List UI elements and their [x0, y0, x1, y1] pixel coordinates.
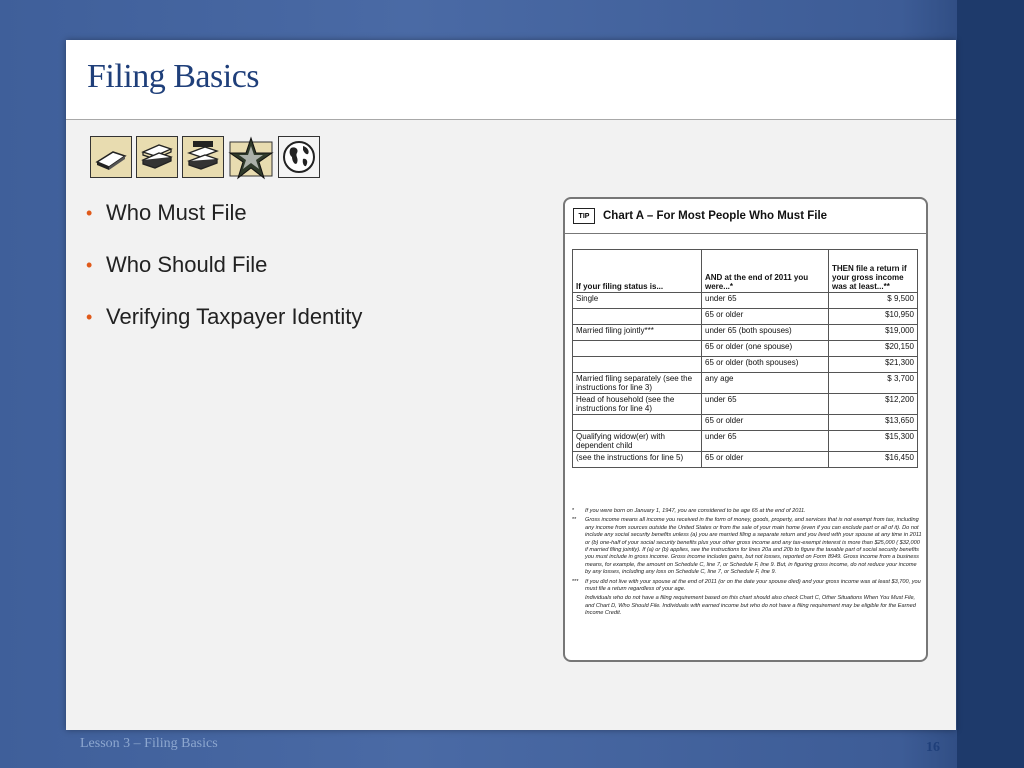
filing-requirements-table	[572, 249, 918, 468]
bullet-marker: •	[86, 307, 93, 327]
table-row	[573, 373, 918, 394]
graduate-books-icon	[182, 136, 224, 178]
bullet-item	[86, 252, 362, 304]
table-cell-age: under 65	[702, 394, 829, 415]
bullet-item	[86, 200, 362, 252]
table-cell-status: (see the instructions for line 5)	[573, 452, 702, 468]
table-cell-age: under 65	[702, 431, 829, 452]
table-cell-amount: $16,450	[829, 452, 918, 468]
table-cell-age: 65 or older	[702, 415, 829, 431]
globe-icon	[278, 136, 320, 178]
table-row	[573, 325, 918, 341]
chart-footnotes	[572, 508, 922, 620]
table-cell-age: 65 or older	[702, 309, 829, 325]
footnote-text: If you did not live with your spouse at the end of 2011 (or on the date your spouse died) and your gross income was at least $3,700, you must file a return regardless of your age.	[585, 578, 921, 593]
table-row	[573, 309, 918, 325]
footnote-text: Gross income means all income you received in the form of money, goods, property, and services that is not exempt from tax, including any income from sources outside the United States or from the sale of your main home (even if you can exclude part or all of it). Do not include any social security benefits unless (a) you are married filing a separate return and you lived with your spouse at any time in 2011 or (b) one-half of your social security benefits plus your other gross income and any tax-exempt interest is more than $25,000 ( $32,000 if married filing jointly). If (a) or (b) applies, see the instructions for lines 20a and 20b to figure the taxable part of social security benefits you must include in gross income. Gross income includes gains, but not losses, reported on Form 8949. Gross income from a business means, for example, the amount on Schedule C, line 7, or Schedule F, line 9. But, in figuring gross income, do not reduce your income by any losses, including any loss on Schedule C, line 7, or Schedule F, line 9.	[585, 517, 922, 576]
chart-title: Chart A – For Most People Who Must File	[603, 210, 828, 222]
footnote	[572, 517, 922, 576]
footnote	[572, 579, 922, 594]
table-cell-amount: $ 9,500	[829, 293, 918, 309]
star-icon	[228, 136, 274, 182]
footnote	[572, 508, 922, 515]
table-cell-status: Married filing jointly***	[573, 325, 702, 341]
bullet-item	[86, 304, 362, 356]
column-header: THEN file a return if your gross income was at least...**	[829, 250, 918, 293]
footnote	[572, 595, 922, 617]
footnote-mark: **	[572, 517, 577, 524]
bullet-text: Verifying Taxpayer Identity	[106, 304, 363, 329]
table-cell-age: 65 or older	[702, 452, 829, 468]
footnote-text: Individuals who do not have a filing requirement based on this chart should also check Chart C, Other Situations When You Must File, and Chart D, Who Should File. Individuals with earned income but who do not have a filing requirement may be eligible for the Earned Income Credit.	[585, 595, 916, 617]
tip-badge: TIP	[573, 208, 595, 224]
table-row	[573, 431, 918, 452]
table-cell-age: 65 or older (both spouses)	[702, 357, 829, 373]
table-row	[573, 341, 918, 357]
table-cell-status: Single	[573, 293, 702, 309]
table-cell-amount: $21,300	[829, 357, 918, 373]
slide-title: Filing Basics	[87, 58, 260, 95]
slide	[66, 40, 956, 730]
table-row	[573, 415, 918, 431]
footnote-text: If you were born on January 1, 1947, you are considered to be age 65 at the end of 2011.	[585, 508, 806, 514]
table-cell-amount: $ 3,700	[829, 373, 918, 394]
table-header-row	[573, 250, 918, 293]
table-cell-amount: $12,200	[829, 394, 918, 415]
table-cell-age: under 65	[702, 293, 829, 309]
bullet-text: Who Must File	[106, 200, 247, 225]
table-cell-age: any age	[702, 373, 829, 394]
table-cell-status: Married filing separately (see the instructions for line 3)	[573, 373, 702, 394]
footnote-mark	[572, 595, 585, 617]
column-header: AND at the end of 2011 you were...*	[702, 250, 829, 293]
footnote-mark: ***	[572, 578, 579, 585]
bullet-list	[86, 200, 362, 356]
table-cell-status: Qualifying widow(er) with dependent child	[573, 431, 702, 452]
column-header: If your filing status is...	[573, 250, 702, 293]
table-cell-status	[573, 309, 702, 325]
table-cell-status	[573, 415, 702, 431]
bullet-marker: •	[86, 203, 93, 223]
table-row	[573, 452, 918, 468]
bullet-text: Who Should File	[106, 252, 268, 277]
table-cell-amount: $19,000	[829, 325, 918, 341]
page-number: 16	[926, 740, 940, 755]
table-cell-age: under 65 (both spouses)	[702, 325, 829, 341]
bullet-marker: •	[86, 255, 93, 275]
right-band	[957, 0, 1024, 768]
chart-a-image	[563, 197, 928, 662]
book-icon	[90, 136, 132, 178]
table-cell-status	[573, 357, 702, 373]
chart-header	[565, 199, 926, 234]
books-icon	[136, 136, 178, 178]
table-row	[573, 357, 918, 373]
table-row	[573, 293, 918, 309]
table-cell-status	[573, 341, 702, 357]
title-area	[66, 40, 956, 120]
topic-icons	[90, 136, 320, 182]
table-cell-amount: $20,150	[829, 341, 918, 357]
table-cell-amount: $15,300	[829, 431, 918, 452]
table-cell-status: Head of household (see the instructions for line 4)	[573, 394, 702, 415]
table-cell-amount: $10,950	[829, 309, 918, 325]
table-row	[573, 394, 918, 415]
footer-lesson: Lesson 3 – Filing Basics	[80, 736, 218, 751]
table-cell-amount: $13,650	[829, 415, 918, 431]
footnote-mark: *	[572, 508, 575, 514]
table-cell-age: 65 or older (one spouse)	[702, 341, 829, 357]
